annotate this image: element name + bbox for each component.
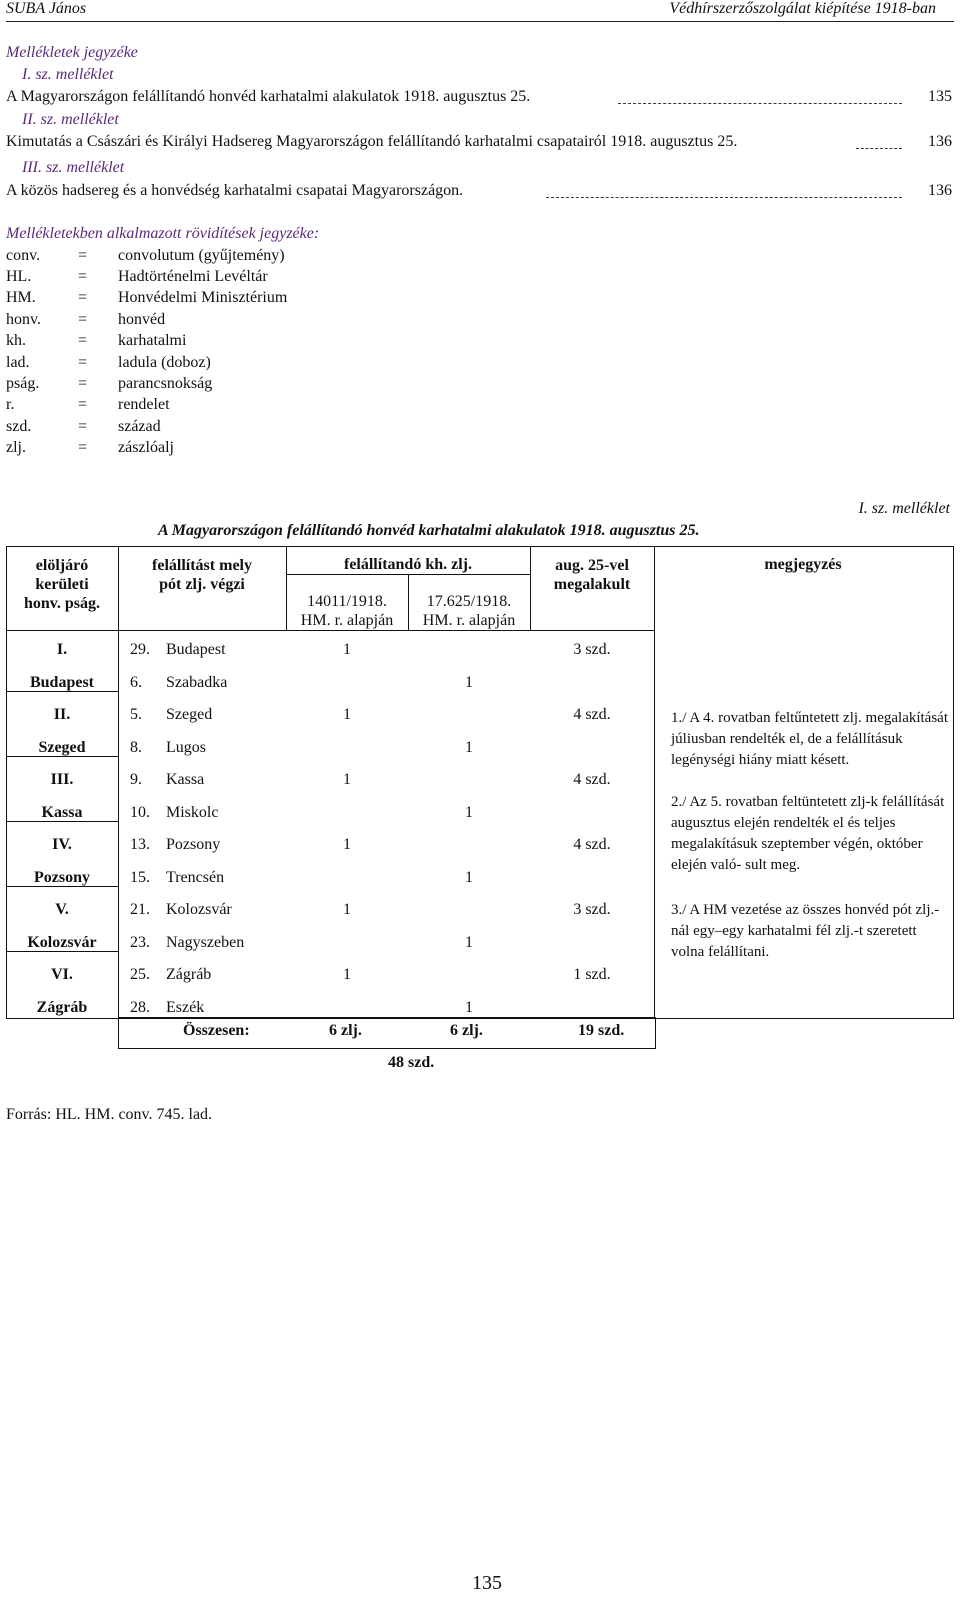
abbr-term: zlj. (6, 439, 26, 456)
totals-label: Összesen: (183, 1022, 250, 1039)
cell-depot-number: 5. (130, 706, 142, 723)
toc-item-page: 135 (928, 88, 952, 105)
cell-depot-number: 23. (130, 934, 150, 951)
abbr-full: rendelet (118, 396, 170, 413)
header-line: 17.625/1918. (426, 593, 512, 610)
cell-order-a: 1 (343, 836, 351, 853)
cell-district: Kolozsvár (27, 934, 97, 951)
abbr-full: zászlóalj (118, 439, 174, 456)
cell-order-b: 1 (465, 674, 473, 691)
cell-formed: 4 szd. (573, 771, 611, 788)
abbr-eq: = (78, 332, 88, 349)
toc-item-label[interactable]: III. sz. melléklet (22, 159, 125, 176)
cell-depot-number: 28. (130, 999, 150, 1016)
cell-order-b: 1 (465, 739, 473, 756)
cell-order-b: 1 (465, 804, 473, 821)
cell-order-a: 1 (343, 641, 351, 658)
totals-a: 6 zlj. (329, 1022, 362, 1039)
header-rule (6, 630, 654, 631)
toc-item-text: A közös hadsereg és a honvédség karhatalmi csapatai Magyarországon. (6, 182, 464, 199)
cell-district: V. (55, 901, 69, 918)
header-order-a (286, 592, 408, 630)
cell-district: Budapest (29, 674, 95, 691)
header-line: kerületi (35, 576, 89, 593)
header-title: Védhírszerzőszolgálat kiépítése 1918-ban (669, 0, 936, 17)
header-line: honv. pság. (23, 595, 101, 612)
cell-depot-place: Kassa (166, 771, 205, 788)
cell-depot-number: 9. (130, 771, 142, 788)
note-1: 1./ A 4. rovatban feltűntetett zlj. megalakítását júliusban rendelték el, de a felállításuk legénységi hiány miatt késett. (671, 710, 949, 768)
abbr-term: szd. (6, 418, 32, 435)
abbr-term: HL. (6, 268, 32, 285)
cell-district: II. (53, 706, 71, 723)
note-2: 2./ Az 5. rovatban feltüntetett zlj-k felállítását augusztus elején rendelték el és teljes megalakításuk szeptember végén, október elején való- sult meg. (671, 794, 945, 873)
abbr-eq: = (78, 375, 88, 392)
toc-item[interactable] (6, 182, 952, 204)
cell-depot-place: Budapest (166, 641, 226, 658)
abbr-heading: Mellékletekben alkalmazott rövidítések jegyzéke: (6, 225, 320, 242)
abbr-eq: = (78, 311, 88, 328)
cell-formed: 4 szd. (573, 706, 611, 723)
cell-order-a: 1 (343, 771, 351, 788)
abbr-eq: = (78, 439, 88, 456)
cell-depot-place: Zágráb (166, 966, 212, 983)
abbr-eq: = (78, 418, 88, 435)
col-divider (654, 546, 655, 1017)
abbr-term: honv. (6, 311, 41, 328)
cell-district: Pozsony (34, 869, 90, 886)
toc-item-page: 136 (928, 133, 952, 150)
abbr-full: ladula (doboz) (118, 354, 211, 371)
header-author: SUBA János (6, 0, 87, 17)
abbr-term: lad. (6, 354, 30, 371)
cell-depot-number: 8. (130, 739, 142, 756)
grand-total: 48 szd. (388, 1054, 435, 1071)
cell-district: Zágráb (36, 999, 88, 1016)
header-notes: megjegyzés (764, 556, 842, 573)
cell-depot-place: Nagyszeben (166, 934, 245, 951)
header-line: megalakult (553, 576, 631, 593)
cell-depot-number: 21. (130, 901, 150, 918)
appendix-title: A Magyarországon felállítandó honvéd karhatalmi alakulatok 1918. augusztus 25. (158, 522, 700, 539)
abbr-eq: = (78, 289, 88, 306)
cell-depot-number: 13. (130, 836, 150, 853)
abbr-eq: = (78, 354, 88, 371)
totals-formed: 19 szd. (578, 1022, 625, 1039)
cell-depot-number: 25. (130, 966, 150, 983)
cell-order-a: 1 (343, 901, 351, 918)
cell-order-a: 1 (343, 706, 351, 723)
cell-formed: 3 szd. (573, 901, 611, 918)
abbr-full: Hadtörténelmi Levéltár (118, 268, 268, 285)
abbr-term: kh. (6, 332, 26, 349)
cell-depot-place: Szabadka (166, 674, 228, 691)
abbr-term: conv. (6, 247, 41, 264)
abbr-full: Honvédelmi Minisztérium (118, 289, 288, 306)
cell-district: Kassa (41, 804, 83, 821)
note-3: 3./ A HM vezetése az összes honvéd pót zlj.-nál egy–egy karhatalmi fél zlj.-t szeretett volna felállítani. (671, 902, 940, 960)
toc-leader (546, 197, 902, 198)
toc-item-text: A Magyarországon felállítandó honvéd karhatalmi alakulatok 1918. augusztus 25. (6, 88, 531, 105)
source-note: Forrás: HL. HM. conv. 745. lad. (6, 1106, 213, 1123)
totals-b: 6 zlj. (450, 1022, 483, 1039)
header-line: pót zlj. végzi (159, 576, 245, 593)
abbr-eq: = (78, 268, 88, 285)
header-rule (6, 21, 954, 22)
abbr-full: parancsnokság (118, 375, 213, 392)
abbr-full: század (118, 418, 161, 435)
cell-depot-place: Trencsén (166, 869, 225, 886)
abbr-full: convolutum (gyűjtemény) (118, 247, 285, 264)
abbr-term: r. (6, 396, 15, 413)
abbr-eq: = (78, 396, 88, 413)
abbr-term: pság. (6, 375, 40, 392)
cell-depot-number: 6. (130, 674, 142, 691)
header-line: elöljáró (35, 557, 89, 574)
header-order-b (408, 592, 530, 630)
cell-depot-number: 10. (130, 804, 150, 821)
toc-item-page: 136 (928, 182, 952, 199)
cell-formed: 4 szd. (573, 836, 611, 853)
toc-item-label[interactable]: I. sz. melléklet (22, 66, 114, 83)
header-to-be-formed: felállítandó kh. zlj. (343, 556, 472, 573)
abbr-full: karhatalmi (118, 332, 187, 349)
cell-depot-number: 15. (130, 869, 150, 886)
header-formed (530, 556, 654, 594)
header-line: 14011/1918. (307, 593, 387, 610)
cell-order-b: 1 (465, 869, 473, 886)
abbr-full: honvéd (118, 311, 166, 328)
toc-leader (618, 103, 902, 104)
cell-formed: 1 szd. (573, 966, 611, 983)
cell-depot-place: Eszék (166, 999, 205, 1016)
cell-district: Szeged (38, 739, 86, 756)
cell-depot-place: Pozsony (166, 836, 221, 853)
appendix-label: I. sz. melléklet (858, 500, 950, 517)
header-district (6, 556, 118, 613)
cell-order-b: 1 (465, 999, 473, 1016)
header-line: felállítást mely (152, 557, 252, 574)
header-line: HM. r. alapján (300, 612, 394, 629)
header-depot (118, 556, 286, 594)
header-line: HM. r. alapján (422, 612, 516, 629)
cell-depot-place: Szeged (166, 706, 213, 723)
cell-order-b: 1 (465, 934, 473, 951)
cell-formed: 3 szd. (573, 641, 611, 658)
cell-depot-number: 29. (130, 641, 150, 658)
cell-depot-place: Miskolc (166, 804, 219, 821)
toc-item-label[interactable]: II. sz. melléklet (22, 111, 119, 128)
page-number: 135 (472, 1572, 502, 1594)
abbr-eq: = (78, 247, 88, 264)
abbr-term: HM. (6, 289, 36, 306)
cell-order-a: 1 (343, 966, 351, 983)
toc-heading: Mellékletek jegyzéke (6, 44, 138, 61)
toc-leader (856, 148, 902, 149)
toc-item-text: Kimutatás a Császári és Királyi Hadsereg Magyarországon felállítandó karhatalmi csapatairól 1918. augusztus 25. (6, 133, 738, 150)
header-line: aug. 25-vel (555, 557, 629, 574)
cell-district: I. (56, 641, 68, 658)
cell-district: IV. (52, 836, 72, 853)
toc-item[interactable] (6, 88, 952, 110)
cell-district: VI. (51, 966, 73, 983)
cell-depot-place: Kolozsvár (166, 901, 232, 918)
toc-item[interactable] (6, 133, 952, 155)
cell-depot-place: Lugos (166, 739, 206, 756)
col-divider (118, 546, 119, 1017)
cell-district: III. (50, 771, 74, 788)
